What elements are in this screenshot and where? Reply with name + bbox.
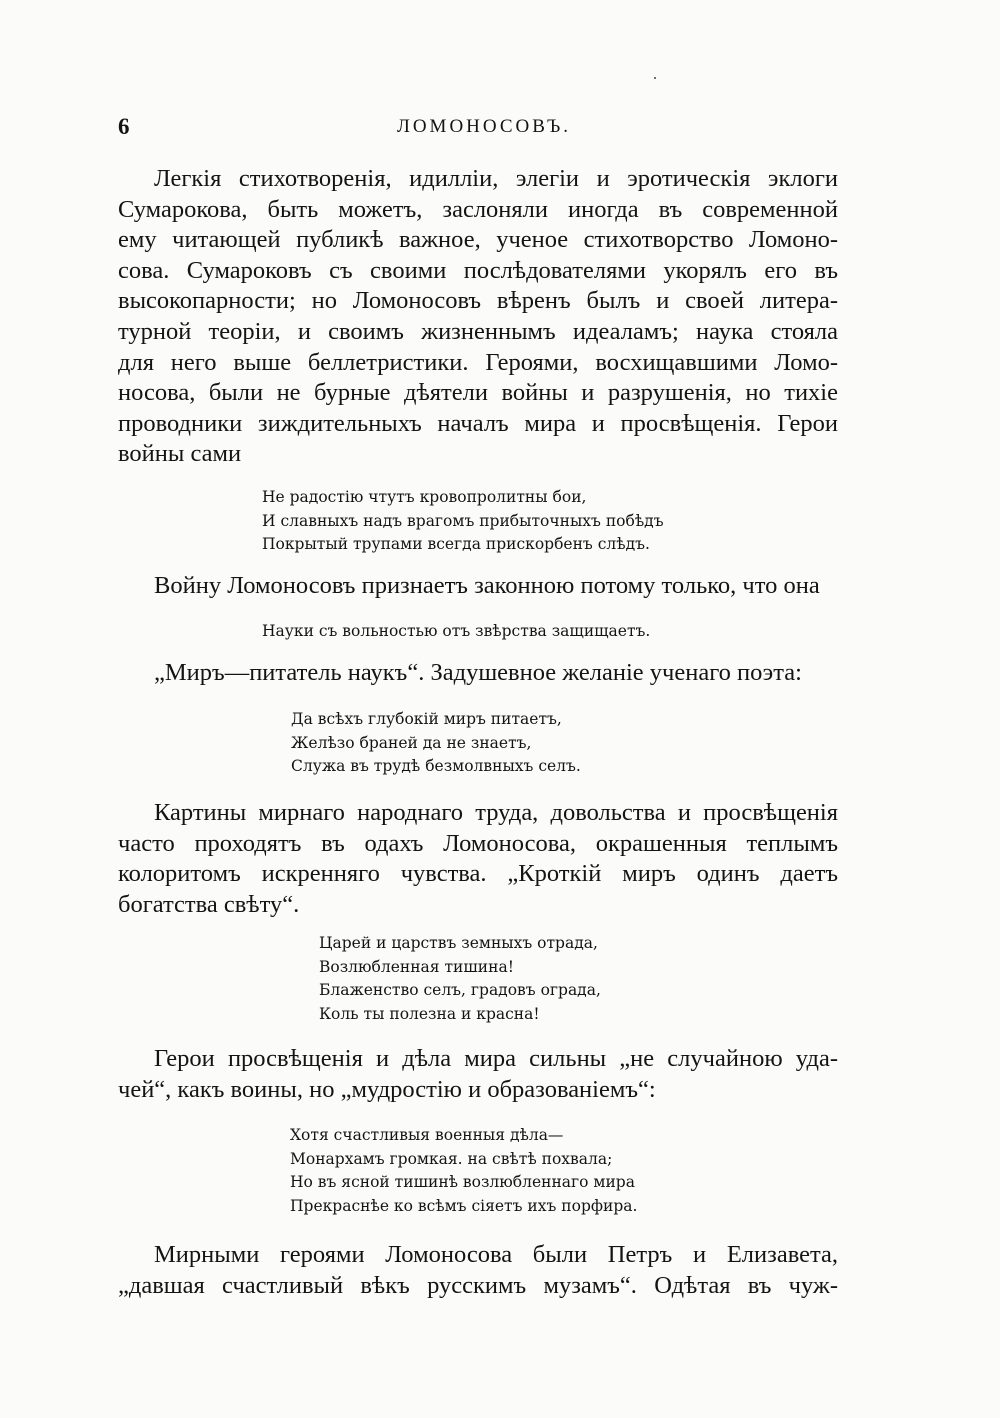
verse-quote-1 (262, 486, 664, 557)
verse-line: И славныхъ надъ врагомъ прибыточныхъ побѣдъ (262, 511, 664, 530)
verse-line: Хотя счастливыя военныя дѣла— (290, 1126, 564, 1144)
text-line: носова, были не бурные дѣятели войны и разрушенія, но тихіе (118, 379, 838, 407)
text-line: ему читающей публикѣ важное, ученое стихотворство Ломоно- (118, 226, 838, 254)
verse-line: Прекраснѣе ко всѣмъ сіяетъ ихъ порфира. (290, 1196, 638, 1215)
verse-line: Желѣзо браней да не знаетъ, (291, 733, 532, 752)
verse-quote-5 (290, 1124, 637, 1218)
text-line: сова. Сумароковъ съ своими послѣдователями укорялъ его въ (118, 256, 838, 284)
verse-quote-3 (291, 708, 581, 779)
verse-line: Науки съ вольностью отъ звѣрства защищаетъ. (262, 622, 651, 640)
text-line: Легкія стихотворенія, идилліи, элегіи и эротическія эклоги (154, 165, 838, 192)
text-line: чей“, какъ воины, но „мудростію и образованіемъ“: (118, 1075, 656, 1103)
text-line: „давшая счастливый вѣкъ русскимъ музамъ“. Одѣтая въ чуж- (118, 1271, 838, 1299)
text-line: высокопарности; но Ломоносовъ вѣренъ былъ и своей литера- (118, 287, 838, 315)
text-line: Герои просвѣщенія и дѣла мира сильны „не случайною уда- (154, 1045, 838, 1072)
text-line: Сумарокова, быть можетъ, заслоняли иногда въ современной (118, 195, 838, 223)
text-line: колоритомъ искренняго чувства. „Кроткій миръ одинъ даетъ (118, 860, 838, 888)
running-head: ЛОМОНОСОВЪ. (396, 116, 572, 137)
verse-quote-4 (319, 932, 601, 1026)
verse-line: Но въ ясной тишинѣ возлюбленнаго мира (290, 1173, 635, 1191)
paragraph-6 (118, 1240, 838, 1301)
page-number: 6 (118, 114, 130, 139)
verse-quote-2 (262, 620, 650, 644)
verse-line: Покрытый трупами всегда прискорбенъ слѣдъ. (262, 535, 650, 553)
text-line: богатства свѣту“. (118, 890, 300, 918)
verse-line: Царей и царствъ земныхъ отрада, (319, 934, 598, 952)
text-line: проводники зиждительныхъ началъ мира и просвѣщенія. Герои (118, 409, 838, 437)
paragraph-3: „Миръ—питатель наукъ“. Задушевное желаніе ученаго поэта: (154, 659, 802, 686)
verse-line: Монархамъ громкая. на свѣтѣ похвала; (290, 1149, 613, 1168)
verse-line: Служа въ трудѣ безмолвныхъ селъ. (291, 757, 581, 775)
paragraph-2: Войну Ломоносовъ признаетъ законною потому только, что она (154, 572, 820, 599)
verse-line: Коль ты полезна и красна! (319, 1004, 540, 1023)
verse-line: Возлюбленная тишина! (319, 957, 514, 976)
page-header (118, 114, 838, 144)
paragraph-5 (118, 1044, 838, 1105)
verse-line: Не радостію чтутъ кровопролитны бои, (262, 488, 587, 506)
text-line: войны сами (118, 440, 242, 468)
text-line: Картины мирнаго народнаго труда, довольства и просвѣщенія (154, 799, 838, 826)
verse-line: Блаженство селъ, градовъ ограда, (319, 981, 601, 999)
paragraph-1 (118, 164, 838, 470)
text-line: турной теоріи, и своимъ жизненнымъ идеаламъ; наука стояла (118, 317, 838, 345)
scan-speck (654, 77, 656, 79)
text-line: часто проходятъ въ одахъ Ломоносова, окрашенныя теплымъ (118, 829, 838, 857)
text-line: для него выше беллетристики. Героями, восхищавшими Ломо- (118, 348, 838, 376)
text-line: Мирными героями Ломоносова были Петръ и Елизавета, (154, 1241, 838, 1268)
paragraph-4 (118, 798, 838, 920)
verse-line: Да всѣхъ глубокій миръ питаетъ, (291, 710, 562, 728)
